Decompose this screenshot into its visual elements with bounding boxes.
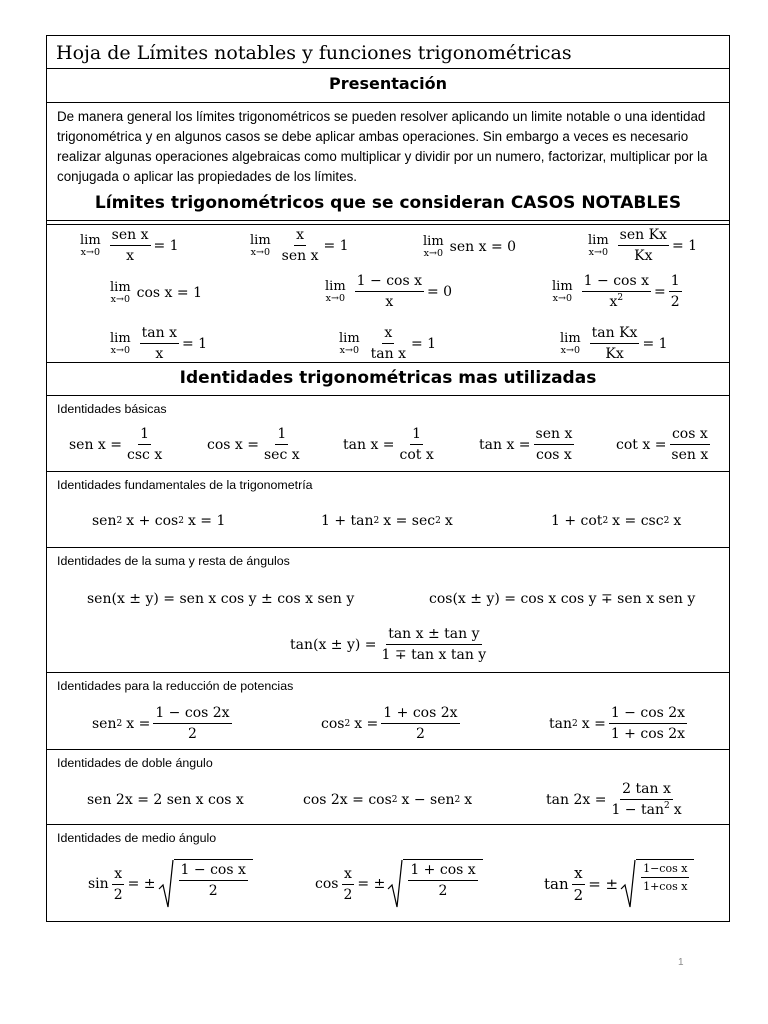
identity-lhs: cot x = bbox=[616, 436, 667, 453]
fraction-denominator: Kx bbox=[605, 346, 624, 362]
fraction-denominator: csc x bbox=[127, 447, 163, 463]
limit-formula-10 bbox=[560, 325, 668, 362]
page-title: Hoja de Límites notables y funciones trigonométricas bbox=[47, 36, 729, 69]
fraction-numerator: tan x bbox=[140, 325, 179, 344]
exponent: 2 bbox=[663, 801, 670, 811]
double-angle-cos: cos 2x = cos 2 x − sen 2 x bbox=[303, 792, 473, 808]
lim-sub: x→0 bbox=[80, 246, 101, 258]
fraction-numerator: sen Kx bbox=[618, 227, 669, 246]
fraction-denominator: x bbox=[155, 346, 164, 362]
fraction-numerator: 1 + cos 2x bbox=[381, 705, 459, 724]
fraction-denominator: 2 bbox=[113, 886, 123, 903]
identity-lhs: sen x = bbox=[69, 436, 123, 453]
identity-lhs: tan x = bbox=[479, 436, 531, 453]
fraction-numerator: 1 bbox=[410, 426, 423, 445]
fraction-numerator: tan x ± tan y bbox=[386, 626, 481, 645]
identity-lhs: tan(x ± y) = bbox=[290, 636, 377, 653]
limit-formula-6 bbox=[325, 273, 452, 310]
fraction-denominator: sen x bbox=[281, 248, 319, 264]
identidades-basicas-label: Identidades básicas bbox=[57, 402, 167, 416]
basic-identity-2 bbox=[207, 426, 305, 463]
power-reduction-cos: cos 2 x = $\frac{1 + \cos 2x}{2}$ bbox=[321, 705, 458, 742]
formula-rhs: = 1 bbox=[671, 237, 698, 254]
lim-word: lim bbox=[588, 232, 609, 248]
formula-rhs: = 1 bbox=[642, 335, 668, 352]
limit-formula-7 bbox=[552, 273, 685, 310]
limit-formula-8 bbox=[110, 325, 207, 362]
fraction-denominator: 1 + cos 2x bbox=[610, 726, 686, 742]
fraction-numerator: x bbox=[382, 325, 394, 344]
power-reduction-sen: sen 2 x = $\frac{1 - \cos 2x}{2}$ bbox=[92, 705, 230, 742]
section-heading-limites: Límites trigonométricos que se consideran CASOS NOTABLES bbox=[47, 189, 729, 221]
exponent: 2 bbox=[617, 293, 624, 303]
formula-sheet bbox=[46, 35, 730, 922]
half-angle-sin: sin $\frac{x}{2}$ = ± $\frac{\text{1 − cos x}}{2}$ bbox=[88, 859, 253, 909]
formula-rhs: = 1 bbox=[182, 335, 208, 352]
lim-word: lim bbox=[250, 232, 271, 248]
formula-rhs: = 1 bbox=[411, 335, 437, 352]
fraction-numerator: 1 bbox=[275, 426, 288, 445]
identity-lhs: tan 2x = bbox=[546, 791, 607, 808]
fraction-numerator: 2 tan x bbox=[620, 781, 673, 800]
formula-rhs: = 0 bbox=[427, 283, 453, 300]
square-root-icon bbox=[158, 859, 253, 909]
fraction-denominator: sen x bbox=[671, 447, 709, 463]
identidades-reduccion-block bbox=[47, 673, 729, 750]
fraction-numerator: tan Kx bbox=[590, 325, 640, 344]
limites-block bbox=[47, 221, 729, 363]
basic-identity-3 bbox=[343, 426, 439, 463]
fraction-denominator: 1+cos x bbox=[643, 880, 688, 893]
fraction-denominator: 2 bbox=[573, 885, 584, 904]
fraction-denominator: 2 bbox=[670, 294, 680, 310]
fraction-denominator: sec x bbox=[263, 447, 300, 463]
identidades-suma-resta-block bbox=[47, 548, 729, 673]
identidades-fundamentales-block bbox=[47, 472, 729, 548]
double-angle-sen: sen 2x = 2 sen x cos x bbox=[87, 792, 244, 808]
lim-sub: x→0 bbox=[110, 294, 131, 305]
fraction-denominator: cos x bbox=[536, 447, 572, 463]
lim-sub: x→0 bbox=[250, 246, 271, 258]
basic-identity-4 bbox=[479, 426, 577, 463]
double-angle-tan: tan 2x = $\frac{\text{2 tan x}}{1 - \tan^2 x}$ bbox=[546, 781, 682, 818]
identity-lhs: tan x = bbox=[343, 436, 395, 453]
sum-identity-cos: cos(x ± y) = cos x cos y ∓ sen x sen y bbox=[429, 591, 696, 607]
lim-sub: x→0 bbox=[552, 292, 573, 304]
limit-formula-1 bbox=[80, 227, 179, 264]
power-reduction-tan: tan 2 x = $\frac{1 - \cos 2x}{1 + \cos 2x}$ bbox=[549, 705, 686, 742]
lim-sub: x→0 bbox=[110, 344, 131, 356]
fraction-numerator: 1 − cos x bbox=[355, 273, 424, 292]
page-number: 1 bbox=[678, 957, 684, 968]
identidades-doble-label: Identidades de doble ángulo bbox=[57, 756, 213, 770]
fraction-numerator: 1 − cos x bbox=[179, 862, 248, 881]
lim-word: lim bbox=[552, 278, 573, 294]
presentacion-paragraph: De manera general los límites trigonométricos se pueden resolver aplicando un limite notable o una identidad trigonométrica y en algunos casos se debe aplicar ambas operaciones. Sin embargo a veces es necesario realizar algunas operaciones algebraicas como multiplicar y dividir por un numero, factorizar, multiplicar por la conjugada o aplicar las propiedades de los límites. bbox=[47, 103, 729, 225]
limit-formula-4 bbox=[588, 227, 697, 264]
section-heading-identidades: Identidades trigonométricas mas utilizadas bbox=[47, 363, 729, 396]
fraction-numerator: sen x bbox=[110, 227, 151, 246]
lim-word: lim bbox=[110, 280, 131, 295]
square-root-icon bbox=[620, 859, 694, 909]
sum-identity-sen: sen(x ± y) = sen x cos y ± cos x sen y bbox=[87, 591, 355, 607]
fraction-denominator: 2 bbox=[343, 886, 353, 903]
basic-identity-5 bbox=[616, 426, 713, 463]
half-angle-cos: cos $\frac{x}{2}$ = ± $\frac{\text{1 + cos x}}{2}$ bbox=[315, 859, 483, 909]
fundamental-identity-1: sen 2 x + cos 2 x = 1 bbox=[92, 513, 226, 529]
fraction-numerator: x bbox=[112, 866, 124, 885]
fraction-denominator: Kx bbox=[634, 248, 653, 264]
lim-word: lim bbox=[325, 278, 346, 294]
identidades-fundamentales-label: Identidades fundamentales de la trigonometría bbox=[57, 478, 313, 492]
lim-word: lim bbox=[423, 234, 444, 249]
fraction-denominator: x bbox=[385, 294, 394, 310]
lim-word: lim bbox=[80, 232, 101, 248]
fraction-numerator: 1−cos x bbox=[641, 862, 689, 878]
fraction-denominator: 2 bbox=[415, 726, 425, 742]
limit-formula-5 bbox=[110, 281, 202, 305]
fraction-numerator: 1 bbox=[138, 426, 151, 445]
fraction-numerator: x bbox=[572, 865, 584, 885]
fraction-denominator: cot x bbox=[399, 447, 434, 463]
basic-identity-1 bbox=[69, 426, 167, 463]
fundamental-identity-2: 1 + tan 2 x = sec 2 x bbox=[321, 513, 453, 529]
limit-formula-9 bbox=[339, 325, 436, 362]
fraction-denominator: x bbox=[609, 294, 618, 310]
lim-sub: x→0 bbox=[560, 344, 581, 356]
identidades-medio-block bbox=[47, 825, 729, 921]
fraction-denominator: tan x bbox=[370, 346, 406, 362]
fraction-numerator: 1 − cos x bbox=[582, 273, 651, 292]
identidades-medio-label: Identidades de medio ángulo bbox=[57, 831, 217, 845]
limit-formula-2 bbox=[250, 227, 349, 264]
fraction-numerator: 1 bbox=[669, 273, 682, 292]
lim-word: lim bbox=[560, 330, 581, 346]
fraction-numerator: sen x bbox=[534, 426, 575, 445]
fraction-denominator: 2 bbox=[208, 883, 218, 899]
formula-expression: cos x = 1 bbox=[136, 284, 202, 301]
sum-identity-tan bbox=[290, 626, 491, 663]
identidades-suma-resta-label: Identidades de la suma y resta de ángulos bbox=[57, 554, 290, 568]
fraction-numerator: cos x bbox=[670, 426, 710, 445]
lim-sub: x→0 bbox=[325, 292, 346, 304]
fraction-denominator: 2 bbox=[187, 726, 197, 742]
square-root-icon bbox=[387, 859, 482, 909]
lim-word: lim bbox=[339, 330, 360, 346]
formula-rhs: = 1 bbox=[153, 237, 179, 254]
fraction-denominator: 2 bbox=[438, 883, 448, 899]
identidades-doble-block bbox=[47, 750, 729, 825]
fraction-numerator: x bbox=[342, 866, 354, 885]
identidades-basicas-block bbox=[47, 396, 729, 472]
lim-sub: x→0 bbox=[423, 248, 444, 259]
fundamental-identity-3: 1 + cot 2 x = csc 2 x bbox=[551, 513, 682, 529]
identidades-reduccion-label: Identidades para la reducción de potencias bbox=[57, 679, 294, 693]
lim-sub: x→0 bbox=[588, 246, 609, 258]
formula-expression: sen x = 0 bbox=[449, 238, 517, 255]
fraction-numerator: 1 + cos x bbox=[408, 862, 477, 881]
half-angle-tan: tan $\frac{x}{2}$ = ± $\frac{\text{1−cos x}}{\text{1+cos x}}$ bbox=[544, 859, 694, 909]
limit-formula-3 bbox=[423, 235, 516, 259]
fraction-denominator: 1 ∓ tan x tan y bbox=[381, 647, 487, 663]
fraction-numerator: x bbox=[294, 227, 306, 246]
section-heading-presentacion: Presentación bbox=[47, 69, 729, 103]
formula-rhs: = bbox=[654, 283, 666, 300]
lim-sub: x→0 bbox=[339, 344, 360, 356]
fraction-numerator: 1 − cos 2x bbox=[153, 705, 231, 724]
fraction-numerator: 1 − cos 2x bbox=[609, 705, 687, 724]
formula-rhs: = 1 bbox=[323, 237, 349, 254]
lim-word: lim bbox=[110, 330, 131, 346]
identity-lhs: cos x = bbox=[207, 436, 259, 453]
fraction-denominator: x bbox=[126, 248, 135, 264]
